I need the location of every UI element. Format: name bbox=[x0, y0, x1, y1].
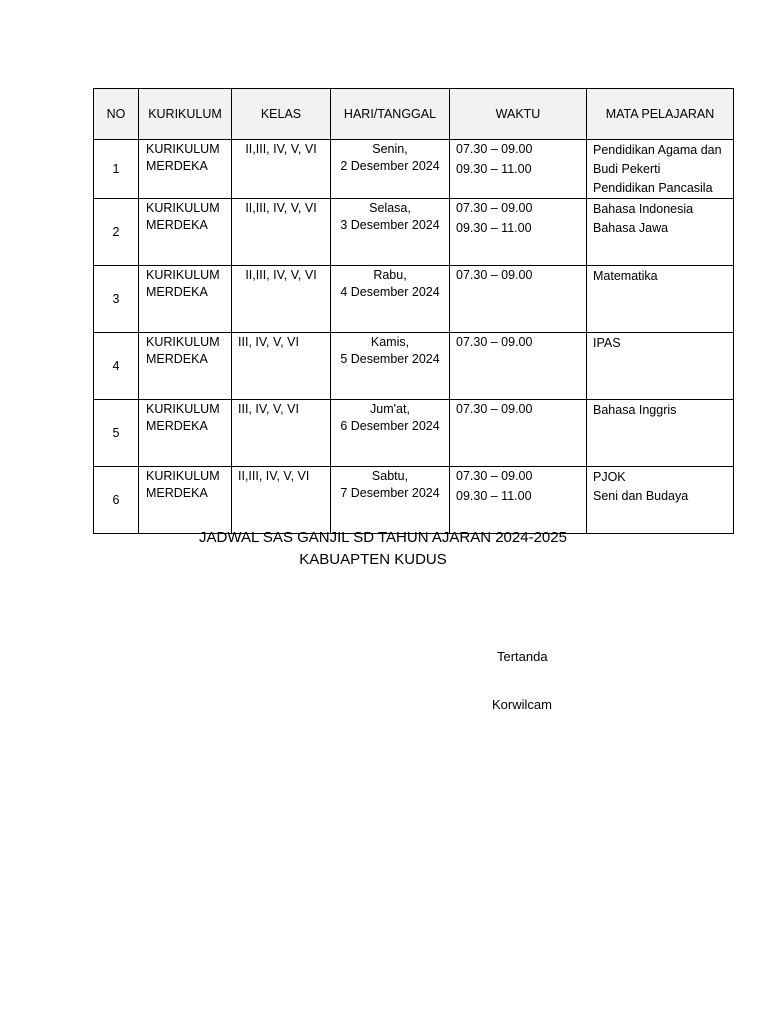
cell-hari-tanggal bbox=[331, 199, 450, 266]
waktu-slot: 09.30 – 11.00 bbox=[456, 220, 532, 235]
cell-waktu bbox=[450, 467, 587, 534]
cell-hari-tanggal bbox=[331, 140, 450, 199]
cell-kurikulum: KURIKULUM MERDEKA bbox=[139, 140, 232, 199]
cell-kelas: II,III, IV, V, VI bbox=[232, 199, 331, 266]
signature-label: Tertanda bbox=[497, 649, 548, 664]
schedule-table bbox=[93, 88, 734, 534]
cell-kelas: II,III, IV, V, VI bbox=[232, 467, 331, 534]
hari-day: Selasa, bbox=[369, 201, 411, 215]
cell-mata-pelajaran bbox=[587, 199, 734, 266]
cell-hari-tanggal bbox=[331, 333, 450, 400]
waktu-slot: 07.30 – 09.00 bbox=[456, 335, 533, 349]
table-row bbox=[94, 400, 734, 467]
cell-waktu bbox=[450, 400, 587, 467]
header-kurikulum: KURIKULUM bbox=[139, 89, 232, 140]
header-kelas: KELAS bbox=[232, 89, 331, 140]
table-row bbox=[94, 333, 734, 400]
hari-date: 2 Desember 2024 bbox=[340, 158, 440, 173]
cell-waktu bbox=[450, 266, 587, 333]
cell-hari-tanggal bbox=[331, 400, 450, 467]
cell-mata-pelajaran bbox=[587, 400, 734, 467]
hari-day: Kamis, bbox=[370, 335, 410, 349]
cell-no: 3 bbox=[94, 266, 139, 333]
mapel-item: Bahasa Inggris bbox=[593, 403, 677, 417]
mapel-item: Bahasa Jawa bbox=[593, 221, 669, 235]
hari-day: Rabu, bbox=[373, 268, 407, 282]
hari-day: Senin, bbox=[372, 142, 408, 156]
cell-no: 4 bbox=[94, 333, 139, 400]
cell-no: 6 bbox=[94, 467, 139, 534]
document-title: JADWAL SAS GANJIL SD TAHUN AJARAN 2024-2025 bbox=[199, 529, 567, 546]
hari-date: 6 Desember 2024 bbox=[340, 418, 440, 433]
cell-waktu bbox=[450, 199, 587, 266]
cell-kelas: III, IV, V, VI bbox=[232, 333, 331, 400]
waktu-slot: 07.30 – 09.00 bbox=[456, 469, 533, 483]
table-row bbox=[94, 266, 734, 333]
hari-date: 3 Desember 2024 bbox=[340, 217, 440, 232]
header-no: NO bbox=[94, 89, 139, 140]
waktu-slot: 09.30 – 11.00 bbox=[456, 488, 532, 503]
waktu-slot: 07.30 – 09.00 bbox=[456, 201, 533, 215]
hari-day: Jum'at, bbox=[370, 402, 410, 416]
mapel-item: Seni dan Budaya bbox=[593, 489, 689, 503]
mapel-item: Pendidikan Pancasila bbox=[593, 181, 713, 195]
table-row bbox=[94, 140, 734, 199]
cell-no: 1 bbox=[94, 140, 139, 199]
hari-date: 5 Desember 2024 bbox=[340, 351, 440, 366]
signature-role: Korwilcam bbox=[492, 697, 552, 712]
hari-day: Sabtu, bbox=[371, 469, 409, 483]
cell-kurikulum: KURIKULUM MERDEKA bbox=[139, 266, 232, 333]
cell-waktu bbox=[450, 333, 587, 400]
cell-no: 2 bbox=[94, 199, 139, 266]
cell-kelas: II,III, IV, V, VI bbox=[232, 266, 331, 333]
cell-kelas: II,III, IV, V, VI bbox=[232, 140, 331, 199]
cell-no: 5 bbox=[94, 400, 139, 467]
cell-kurikulum: KURIKULUM MERDEKA bbox=[139, 400, 232, 467]
cell-mata-pelajaran bbox=[587, 140, 734, 199]
cell-hari-tanggal bbox=[331, 266, 450, 333]
header-hari-tanggal: HARI/TANGGAL bbox=[331, 89, 450, 140]
waktu-slot: 07.30 – 09.00 bbox=[456, 402, 533, 416]
mapel-item: PJOK bbox=[593, 470, 626, 484]
cell-mata-pelajaran bbox=[587, 467, 734, 534]
waktu-slot: 09.30 – 11.00 bbox=[456, 161, 532, 176]
mapel-item: Pendidikan Agama dan Budi Pekerti bbox=[593, 143, 722, 176]
cell-mata-pelajaran bbox=[587, 333, 734, 400]
mapel-item: Bahasa Indonesia bbox=[593, 202, 694, 216]
cell-kelas: III, IV, V, VI bbox=[232, 400, 331, 467]
hari-date: 7 Desember 2024 bbox=[340, 485, 440, 500]
cell-kurikulum: KURIKULUM MERDEKA bbox=[139, 333, 232, 400]
document-subtitle: KABUAPTEN KUDUS bbox=[299, 551, 447, 568]
cell-mata-pelajaran bbox=[587, 266, 734, 333]
table-header-row bbox=[94, 89, 734, 140]
waktu-slot: 07.30 – 09.00 bbox=[456, 142, 533, 156]
hari-date: 4 Desember 2024 bbox=[340, 284, 440, 299]
cell-kurikulum: KURIKULUM MERDEKA bbox=[139, 199, 232, 266]
mapel-item: Matematika bbox=[593, 269, 658, 283]
cell-kurikulum: KURIKULUM MERDEKA bbox=[139, 467, 232, 534]
cell-waktu bbox=[450, 140, 587, 199]
cell-hari-tanggal bbox=[331, 467, 450, 534]
header-mata-pelajaran: MATA PELAJARAN bbox=[587, 89, 734, 140]
header-waktu: WAKTU bbox=[450, 89, 587, 140]
table-row bbox=[94, 199, 734, 266]
mapel-item: IPAS bbox=[593, 336, 621, 350]
waktu-slot: 07.30 – 09.00 bbox=[456, 268, 533, 282]
table-row bbox=[94, 467, 734, 534]
